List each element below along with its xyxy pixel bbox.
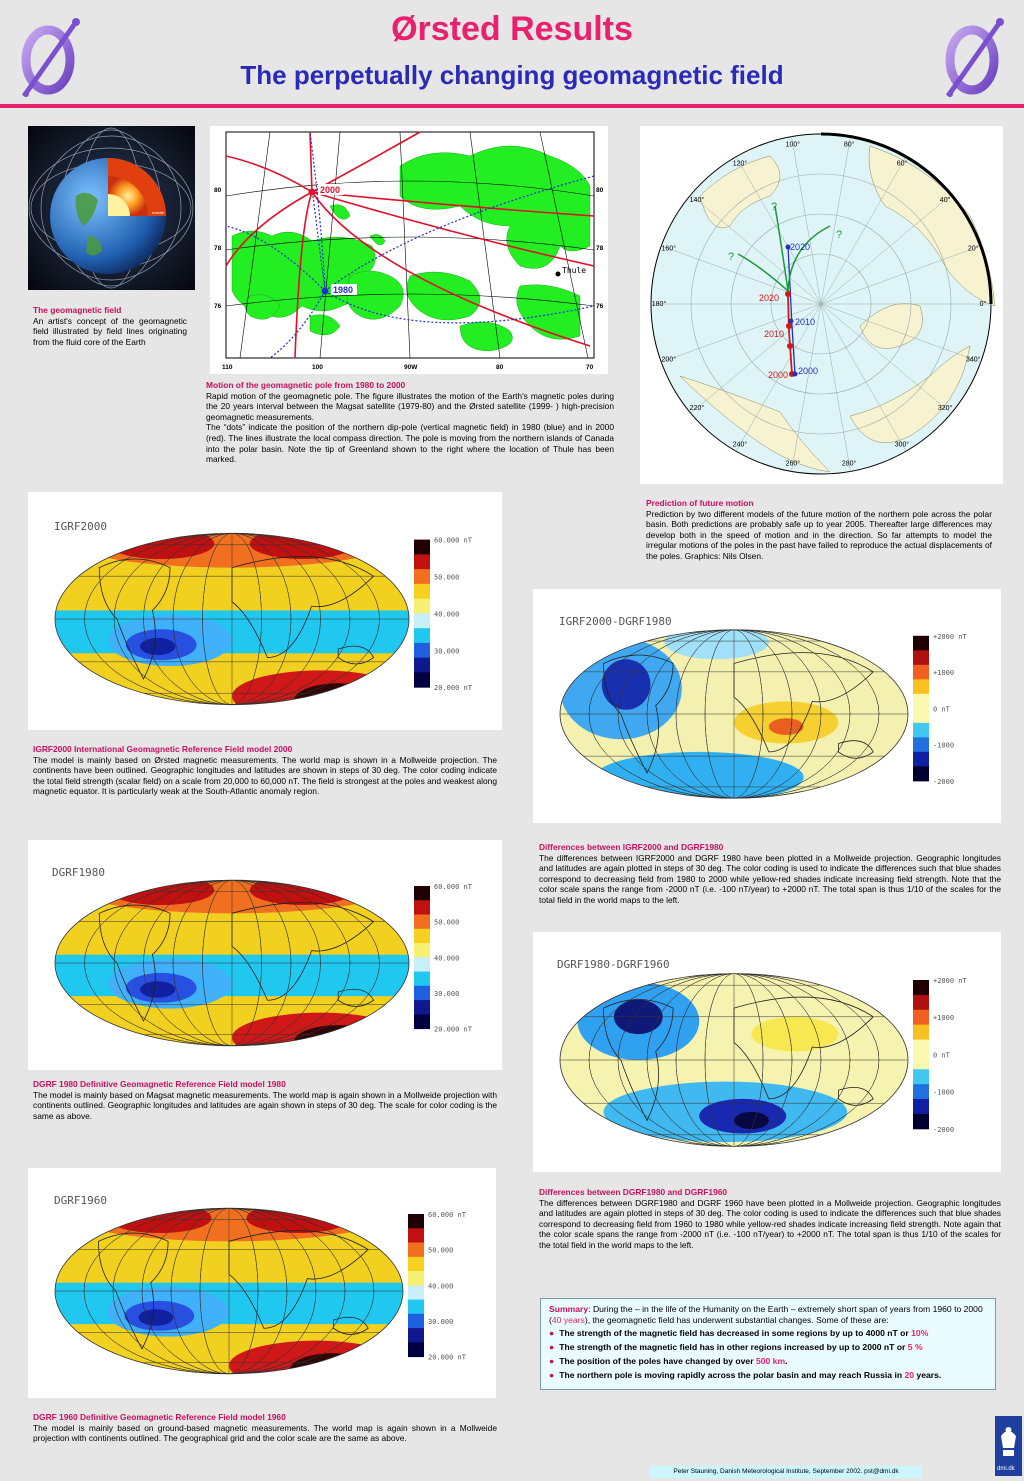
caption-text-diff-1980-1960: The differences between DGRF1980 and DGRF 1960 have been plotted in a Mollweide projection. Geographic longitudes and latitudes are again plotted in steps of 30 deg. The color coding is used to indicate the differences such that blue shades correspond to decreasing field from 1960 to 1980 while yellow-red shades indicate increasing field strength. Note again that the color scale spans the range from -2000 nT (i.e. -100 nT/year) to +2000 nT. The total span is thus 1/10 of the scales for the total field in the world maps to the left. [539, 1197, 1001, 1250]
polar-lon-label: 320° [937, 405, 953, 413]
prediction-caption-text: Prediction by two different models of the future motion of the northern pole across the polar basin. Both predictions are probably safe up to year 2005. Thereafter large differences may develop both in the speed of motion and in the direction. So far attempts to model the irregular motions of the poles in the past have failed to reproduce the actual displacements of the poles. Graphics: Nils Olsen. [646, 508, 992, 561]
pole-motion-map-panel [210, 126, 608, 374]
mollweide-map-diff-1980-1960 [533, 932, 1001, 1172]
color-scale-label: +2000 nT [933, 977, 967, 985]
polar-lon-label: 140° [689, 196, 705, 204]
color-scale-label: 20.000 nT [428, 1353, 466, 1362]
lat-label-76-left: 76 [214, 303, 222, 310]
footer-credit: Peter Stauning, Danish Meteorological Institute, September 2002. pst@dmi.dk [650, 1466, 922, 1478]
polar-lon-label: 260° [785, 460, 801, 468]
pole-label-2000: 2000 [320, 185, 341, 195]
summary-item: ● The strength of the magnetic field has in other regions increased by up to 2000 nT or 5 % [549, 1342, 923, 1352]
color-scale-label: 0 nT [933, 1051, 950, 1060]
prediction-question-1: ? [771, 201, 778, 213]
poster-title: Ørsted Results [391, 10, 633, 48]
color-scale-label: +2000 nT [933, 632, 967, 641]
polar-prediction-map [640, 126, 1003, 484]
color-scale-label: 50.000 [434, 573, 460, 582]
map-title-igrf2000: IGRF2000 [54, 520, 107, 533]
color-scale-label: -2000 [933, 1125, 955, 1134]
color-scale-label: 30.000 [428, 1317, 454, 1326]
color-scale-label: -1000 [933, 1088, 955, 1097]
blue-year-2020: 2020 [790, 242, 811, 252]
color-scale-label: 60.000 nT [428, 1211, 466, 1219]
polar-lon-label: 300° [894, 441, 910, 449]
color-scale-label: 0 nT [933, 705, 950, 714]
polar-lon-label: 160° [661, 245, 677, 253]
earth-caption-title: The geomagnetic field [33, 305, 122, 315]
caption-dgrf1980 [33, 1079, 497, 1121]
pole-motion-map [210, 126, 608, 374]
caption-title-dgrf1980: DGRF 1980 Definitive Geomagnetic Reference Field model 1980 [33, 1079, 286, 1089]
color-scale-label: 60.000 nT [434, 536, 472, 545]
caption-title-dgrf1960: DGRF 1960 Definitive Geomagnetic Reference Field model 1960 [33, 1412, 286, 1422]
caption-diff-1980-1960 [539, 1187, 1001, 1251]
red-year-2020: 2020 [759, 293, 780, 303]
pole-label-1980: 1980 [333, 285, 354, 295]
summary-label: Summary [549, 1304, 589, 1314]
summary-list [549, 1328, 987, 1381]
thule-label: Thule [562, 266, 587, 275]
lon-label-80: 80 [496, 364, 504, 371]
lon-label-110: 110 [222, 364, 233, 371]
color-scale-label: 30.000 [434, 989, 460, 998]
caption-dgrf1960 [33, 1412, 497, 1444]
map-title-dgrf1980: DGRF1980 [52, 866, 105, 879]
color-scale-label: 50.000 [434, 918, 460, 927]
lon-label-90w: 90W [404, 364, 418, 371]
orsted-logo-right [938, 14, 1010, 102]
blue-year-2000: 2000 [798, 366, 819, 376]
earth-caption-text: An artist's concept of the geomagnetic field illustrated by field lines originating from the fluid core of the Earth [33, 315, 187, 347]
polar-lon-label: 120° [732, 160, 748, 168]
lat-label-78-right: 78 [596, 245, 604, 252]
polar-lon-label: 240° [732, 441, 748, 449]
map-panel-dgrf1960 [28, 1168, 496, 1398]
color-scale-label: -2000 [933, 777, 955, 786]
polar-lon-label: 340° [965, 356, 981, 364]
pole-caption-title: Motion of the geomagnetic pole from 1980 to 2000 [206, 380, 406, 390]
summary-box [540, 1298, 996, 1390]
thule-marker [556, 272, 561, 277]
lat-label-78-left: 78 [214, 245, 222, 252]
summary-item: ● The position of the poles have changed by over 500 km. [549, 1356, 788, 1366]
poster-subtitle: The perpetually changing geomagnetic field [240, 60, 784, 90]
polar-lon-label: 60° [896, 160, 908, 168]
lon-label-70: 70 [586, 364, 594, 371]
caption-title-diff-1980-1960: Differences between DGRF1980 and DGRF1960 [539, 1187, 728, 1197]
summary-intro-a: : During the – in the life of the Humanity on the Earth – extremely short span of years from 1960 to 2000 ( [549, 1304, 983, 1325]
color-scale-label: -1000 [933, 741, 955, 750]
polar-lon-label: 0° [979, 301, 987, 308]
dmi-logo [995, 1416, 1022, 1476]
polar-lon-label: 100° [785, 141, 801, 149]
color-scale-label: 40.000 [434, 610, 460, 619]
prediction-question-2: ? [836, 229, 843, 241]
orsted-logo-left [14, 14, 86, 102]
color-scale-label: 20.000 nT [434, 1025, 472, 1034]
color-scale-label: +1000 [933, 669, 955, 678]
prediction-caption-title: Prediction of future motion [646, 498, 754, 508]
pole-map-caption [206, 380, 614, 465]
polar-lon-label: 180° [651, 301, 667, 308]
red-year-2000: 2000 [768, 370, 789, 380]
color-scale-label: 60.000 nT [434, 883, 472, 891]
pole-2000-marker [309, 189, 316, 196]
mollweide-map-dgrf1960 [28, 1168, 496, 1398]
polar-lon-label: 80° [843, 141, 855, 149]
lat-label-80-left: 80 [214, 187, 222, 194]
lon-label-100: 100 [312, 364, 323, 371]
caption-text-dgrf1960: The model is mainly based on ground-based magnetic measurements. The world map is again shown in a Mollweide projection with continents outlined. The geographical grid and the color scale are the same as above. [33, 1422, 497, 1444]
map-panel-diff-2000-1980 [533, 589, 1001, 823]
color-scale-label: +1000 [933, 1014, 955, 1023]
lat-label-76-right: 76 [596, 303, 604, 310]
pole-caption-text: Rapid motion of the geomagnetic pole. The figure illustrates the motion of the Earth's magnetic poles during the 20 years interval between the Magsat satellite (1979-80) and the Ørsted satellite (1999- ) high-precision geomagnetic measurements. [206, 390, 614, 422]
svg-text:mantle: mantle [152, 210, 165, 215]
map-title-diff-1980-1960: DGRF1980-DGRF1960 [557, 958, 670, 971]
polar-prediction-panel [640, 126, 1003, 484]
blue-year-2010: 2010 [795, 317, 816, 327]
summary-item: ● The northern pole is moving rapidly across the polar basin and may reach Russia in 20 years. [549, 1370, 942, 1380]
color-scale-label: 50.000 [428, 1246, 454, 1255]
caption-igrf2000 [33, 744, 497, 797]
map-title-diff-2000-1980: IGRF2000-DGRF1980 [559, 615, 672, 628]
color-scale-label: 20.000 nT [434, 684, 472, 693]
caption-title-diff-2000-1980: Differences between IGRF2000 and DGRF1980 [539, 842, 724, 852]
polar-lon-label: 220° [689, 405, 705, 413]
dmi-logo-text: dmi.dk [997, 1466, 1015, 1472]
map-panel-dgrf1980 [28, 840, 502, 1070]
polar-lon-label: 40° [939, 196, 951, 204]
color-scale-label: 30.000 [434, 647, 460, 656]
title-divider [0, 104, 1024, 108]
mollweide-map-igrf2000 [28, 492, 502, 730]
summary-intro-highlight: 40 years [551, 1315, 585, 1325]
earth-field-illustration [28, 126, 195, 290]
earth-figure-caption [33, 305, 187, 347]
red-year-2010: 2010 [764, 329, 785, 339]
pole-1980-marker [322, 288, 329, 295]
summary-intro-b: ), the geomagnetic field has underwent substantial changes. Some of these are: [584, 1315, 889, 1325]
summary-item: ● The strength of the magnetic field has decreased in some regions by up to 4000 nT or 10% [549, 1328, 929, 1338]
caption-text-igrf2000: The model is mainly based on Ørsted magnetic measurements. The world map is shown in a Mollweide projection. The continents have been outlined. Geographic longitudes and latitudes are shown in steps of 30 deg. The color coding indicate the total field strength (scalar field) on a scale from 20,000 to 60,000 nT. The field is strongest at the poles and weakest along magnetic equator. It is particularly weak at the South-Atlantic anomaly region. [33, 754, 497, 797]
map-panel-diff-1980-1960 [533, 932, 1001, 1172]
lat-label-80-right: 80 [596, 187, 604, 194]
mollweide-map-diff-2000-1980 [533, 589, 1001, 823]
color-scale-label: 40.000 [428, 1282, 454, 1291]
polar-lon-label: 280° [841, 460, 857, 468]
caption-diff-2000-1980 [539, 842, 1001, 906]
polar-lon-label: 200° [661, 356, 677, 364]
pole-caption-text2: The “dots” indicate the position of the northern dip-pole (vertical magnetic field) in 1980 (blue) and in 2000 (red). The lines illustrate the local compass direction. The pole is moving from the northern islands of Canada into the polar basin. Note the tip of Greenland shown to the right where the location of Thule has been marked. [206, 422, 614, 465]
caption-text-dgrf1980: The model is mainly based on Magsat magnetic measurements. The world map is again shown in a Mollweide projection with continents outlined. Geographic longitudes and latitudes are again shown in steps of 30 deg. The scale for color coding is the same as above. [33, 1089, 497, 1121]
map-title-dgrf1960: DGRF1960 [54, 1194, 107, 1207]
polar-lon-label: 20° [967, 245, 979, 253]
prediction-caption [646, 498, 992, 562]
mollweide-map-dgrf1980 [28, 840, 502, 1070]
prediction-question-3: ? [728, 251, 735, 263]
map-panel-igrf2000 [28, 492, 502, 730]
caption-title-igrf2000: IGRF2000 International Geomagnetic Reference Field model 2000 [33, 744, 293, 754]
caption-text-diff-2000-1980: The differences between IGRF2000 and DGRF 1980 have been plotted in a Mollweide projection. Geographic longitudes and latitudes are again plotted in steps of 30 deg. The color coding is used to indicate the differences such that blue shades correspond to decreasing field from 1980 to 2000 while yellow-red shades indicate increasing field strength. Note that the color scale spans the range from -2000 nT (i.e. -100 nT/year) to +2000 nT. The total span is thus 1/10 of the scales for the total field in the world maps to the left. [539, 852, 1001, 905]
color-scale-label: 40.000 [434, 954, 460, 963]
